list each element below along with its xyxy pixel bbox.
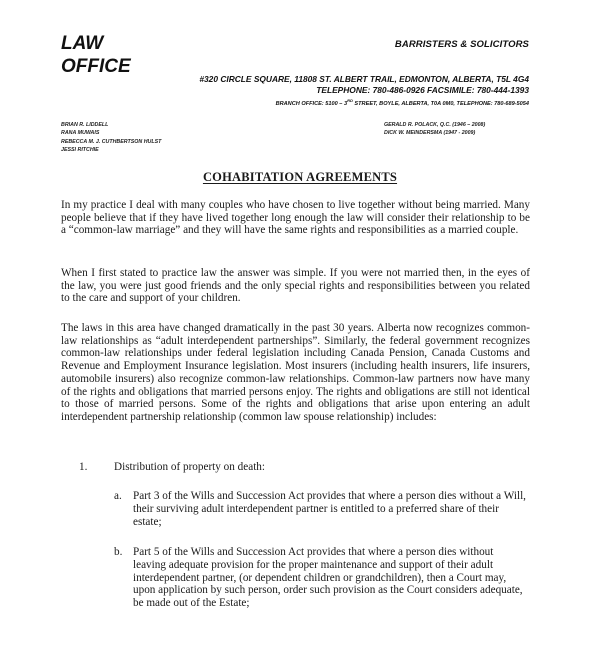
lawyer-list-left xyxy=(61,121,161,154)
former-lawyer-name: DICK W. MEINDERSMA (1947 - 2009) xyxy=(384,130,476,137)
lawyer-name: BRIAN R. LIDDELL xyxy=(61,122,109,128)
paragraph-1: In my practice I deal with many couples who have chosen to live together without being married. Many people believe that if they have lived together long enough the law will consider their relationship to be a “common-law marriage” and they will have the same rights and responsibilities as a married couple. xyxy=(61,199,530,237)
office-address: #320 CIRCLE SQUARE, 11808 ST. ALBERT TRAIL, EDMONTON, ALBERTA, T5L 4G4 xyxy=(199,74,529,84)
firm-tagline: BARRISTERS & SOLICITORS xyxy=(394,39,529,50)
firm-name-line-2: OFFICE xyxy=(61,56,131,77)
lawyer-name: JESSI RITCHIE xyxy=(61,146,99,153)
subitem-a-letter: a. xyxy=(114,490,122,502)
list-item-heading: Distribution of property on death: xyxy=(114,461,266,473)
lawyer-name: RANA MUWAIS xyxy=(61,130,100,137)
document-title-text: COHABITATION AGREEMENTS xyxy=(202,170,398,184)
branch-office xyxy=(199,96,529,109)
firm-name xyxy=(61,32,131,78)
former-lawyer-name: GERALD R. POLACK, Q.C. (1946 – 2008) xyxy=(384,122,486,128)
branch-office-suffix: STREET, BOYLE, ALBERTA, T0A 0M0, TELEPHONE: 780-689-5054 xyxy=(352,100,529,107)
subitem-a-text: Part 3 of the Wills and Succession Act provides that where a person dies without a Will, their surviving adult interdependent partner is entitled to a preferred share of their estate; xyxy=(133,490,526,528)
subitem-b-text: Part 5 of the Wills and Succession Act provides that where a person dies without leaving adequate provision for the proper maintenance and support of their adult interdependent partner, (or dependent children or grandchildren), then a Court may, upon application by such person, order such provision as the Court considers adequate, be made out of the Estate; xyxy=(133,546,523,610)
paragraph-3: The laws in this area have changed dramatically in the past 30 years. Alberta now recognizes common-law relationships as “adult interdependent partnerships”. Similarly, the federal government recognizes common-law relationships under federal legislation including Canada Pension, Canada Customs and Revenue and Employment Insurance legislation. Most insurers (including health insurers, life insurers, automobile insurers) also recognize common-law relationships. Common-law partners now have many of the rights and obligations that married persons enjoy. The rights and obligations are still not identical to those of married persons. Some of the rights and obligations that arise upon entering an adult interdependent partnership relationship (common law spouse relationship) includes: xyxy=(61,322,530,423)
lawyer-name: REBECCA M. J. CUTHBERTSON HULST xyxy=(61,138,162,145)
firm-address-block xyxy=(199,74,529,109)
lawyer-list-right xyxy=(384,121,485,138)
subitem-b-letter: b. xyxy=(114,546,123,558)
document-title xyxy=(0,170,600,185)
branch-office-ordinal: RD xyxy=(347,98,353,103)
paragraph-2: When I first stated to practice law the answer was simple. If you were not married then, in the eyes of the law, you were just good friends and the only special rights and responsibilities between you related to the care and support of your children. xyxy=(61,267,530,305)
office-phones: TELEPHONE: 780-486-0926 FACSIMILE: 780-444-1393 xyxy=(316,85,529,95)
branch-office-prefix: BRANCH OFFICE: 5100 – 3 xyxy=(275,100,348,107)
firm-name-line-1: LAW xyxy=(61,33,104,54)
list-item-number: 1. xyxy=(79,461,88,473)
